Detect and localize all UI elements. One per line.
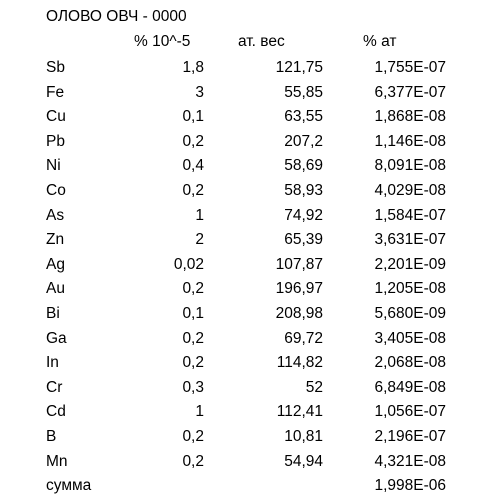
cell-percent: 0,2 xyxy=(182,280,204,298)
table-row xyxy=(0,155,500,180)
cell-element: Ag xyxy=(46,255,65,273)
cell-percent: 2 xyxy=(195,231,204,249)
cell-atomic-percent: 1,205E-08 xyxy=(374,280,446,298)
cell-atomic-percent: 3,631E-07 xyxy=(374,231,446,249)
cell-percent: 1 xyxy=(195,206,204,224)
table-row xyxy=(0,254,500,279)
table-row xyxy=(0,82,500,107)
table-row xyxy=(0,328,500,353)
cell-element: Cu xyxy=(46,108,66,126)
cell-atomic-percent: 8,091E-08 xyxy=(374,157,446,175)
cell-atomic-percent: 1,146E-08 xyxy=(374,132,446,150)
cell-atomic-weight: 208,98 xyxy=(275,304,323,322)
cell-element: Cr xyxy=(46,378,63,396)
cell-element: Mn xyxy=(46,452,68,470)
total-label: сумма xyxy=(46,477,92,495)
table-row xyxy=(0,131,500,156)
header-atomic-percent: % ат xyxy=(363,33,397,50)
cell-percent: 0,2 xyxy=(182,427,204,445)
table-row xyxy=(0,205,500,230)
cell-percent: 0,3 xyxy=(182,378,204,396)
cell-atomic-weight: 58,93 xyxy=(284,181,323,199)
cell-atomic-weight: 54,94 xyxy=(284,452,323,470)
cell-atomic-percent: 4,029E-08 xyxy=(374,181,446,199)
cell-atomic-weight: 121,75 xyxy=(275,59,323,76)
cell-element: In xyxy=(46,354,59,372)
cell-percent: 0,02 xyxy=(173,255,204,273)
cell-atomic-weight: 58,69 xyxy=(284,157,323,175)
cell-percent: 1 xyxy=(195,403,204,421)
cell-atomic-weight: 55,85 xyxy=(284,83,323,101)
cell-element: Au xyxy=(46,280,65,298)
header-atomic-weight: ат. вес xyxy=(238,33,285,50)
cell-element: B xyxy=(46,427,57,445)
cell-atomic-percent: 1,755E-07 xyxy=(374,59,446,76)
cell-atomic-weight: 107,87 xyxy=(275,255,323,273)
cell-element: Co xyxy=(46,181,66,199)
total-row xyxy=(0,475,500,500)
cell-atomic-percent: 5,680E-09 xyxy=(374,304,446,322)
cell-atomic-weight: 52 xyxy=(305,378,323,396)
cell-element: Ni xyxy=(46,157,61,175)
cell-atomic-percent: 2,196E-07 xyxy=(374,427,446,445)
cell-atomic-percent: 1,584E-07 xyxy=(374,206,446,224)
table-row xyxy=(0,352,500,377)
cell-percent: 0,1 xyxy=(182,304,204,322)
cell-atomic-weight: 207,2 xyxy=(284,132,323,150)
cell-atomic-weight: 196,97 xyxy=(275,280,323,298)
cell-atomic-weight: 74,92 xyxy=(284,206,323,224)
cell-element: Ga xyxy=(46,329,67,347)
table-row xyxy=(0,426,500,451)
cell-element: Sb xyxy=(46,59,65,76)
table-row xyxy=(0,106,500,131)
cell-percent: 0,2 xyxy=(182,132,204,150)
table-row xyxy=(0,377,500,402)
cell-percent: 3 xyxy=(195,83,204,101)
cell-element: Bi xyxy=(46,304,60,322)
table-title: ОЛОВО ОВЧ - 0000 xyxy=(46,8,187,25)
cell-atomic-weight: 10,81 xyxy=(284,427,323,445)
cell-percent: 0,1 xyxy=(182,108,204,126)
total-atomic-percent: 1,998E-06 xyxy=(374,477,446,495)
header-percent: % 10^-5 xyxy=(134,33,191,50)
cell-element: Cd xyxy=(46,403,66,421)
table-body xyxy=(0,57,500,500)
cell-atomic-weight: 63,55 xyxy=(284,108,323,126)
cell-percent: 1,8 xyxy=(182,59,204,76)
table-row xyxy=(0,57,500,82)
cell-percent: 0,4 xyxy=(182,157,204,175)
cell-atomic-percent: 3,405E-08 xyxy=(374,329,446,347)
cell-atomic-weight: 112,41 xyxy=(276,403,323,421)
cell-percent: 0,2 xyxy=(182,354,204,372)
table-row xyxy=(0,401,500,426)
cell-atomic-weight: 69,72 xyxy=(284,329,323,347)
table-row xyxy=(0,229,500,254)
cell-atomic-percent: 1,056E-07 xyxy=(374,403,446,421)
cell-percent: 0,2 xyxy=(182,181,204,199)
cell-atomic-percent: 2,068E-08 xyxy=(374,354,446,372)
cell-atomic-percent: 1,868E-08 xyxy=(374,108,446,126)
table-row xyxy=(0,278,500,303)
cell-atomic-percent: 6,849E-08 xyxy=(374,378,446,396)
table-row xyxy=(0,180,500,205)
cell-element: Zn xyxy=(46,231,65,249)
cell-atomic-percent: 6,377E-07 xyxy=(374,83,446,101)
cell-element: As xyxy=(46,206,65,224)
cell-element: Fe xyxy=(46,83,65,101)
cell-atomic-percent: 2,201E-09 xyxy=(374,255,446,273)
cell-percent: 0,2 xyxy=(182,452,204,470)
table-row xyxy=(0,451,500,476)
cell-atomic-percent: 4,321E-08 xyxy=(374,452,446,470)
table-row xyxy=(0,303,500,328)
cell-atomic-weight: 65,39 xyxy=(284,231,323,249)
cell-element: Pb xyxy=(46,132,65,150)
cell-percent: 0,2 xyxy=(182,329,204,347)
cell-atomic-weight: 114,82 xyxy=(276,354,323,372)
